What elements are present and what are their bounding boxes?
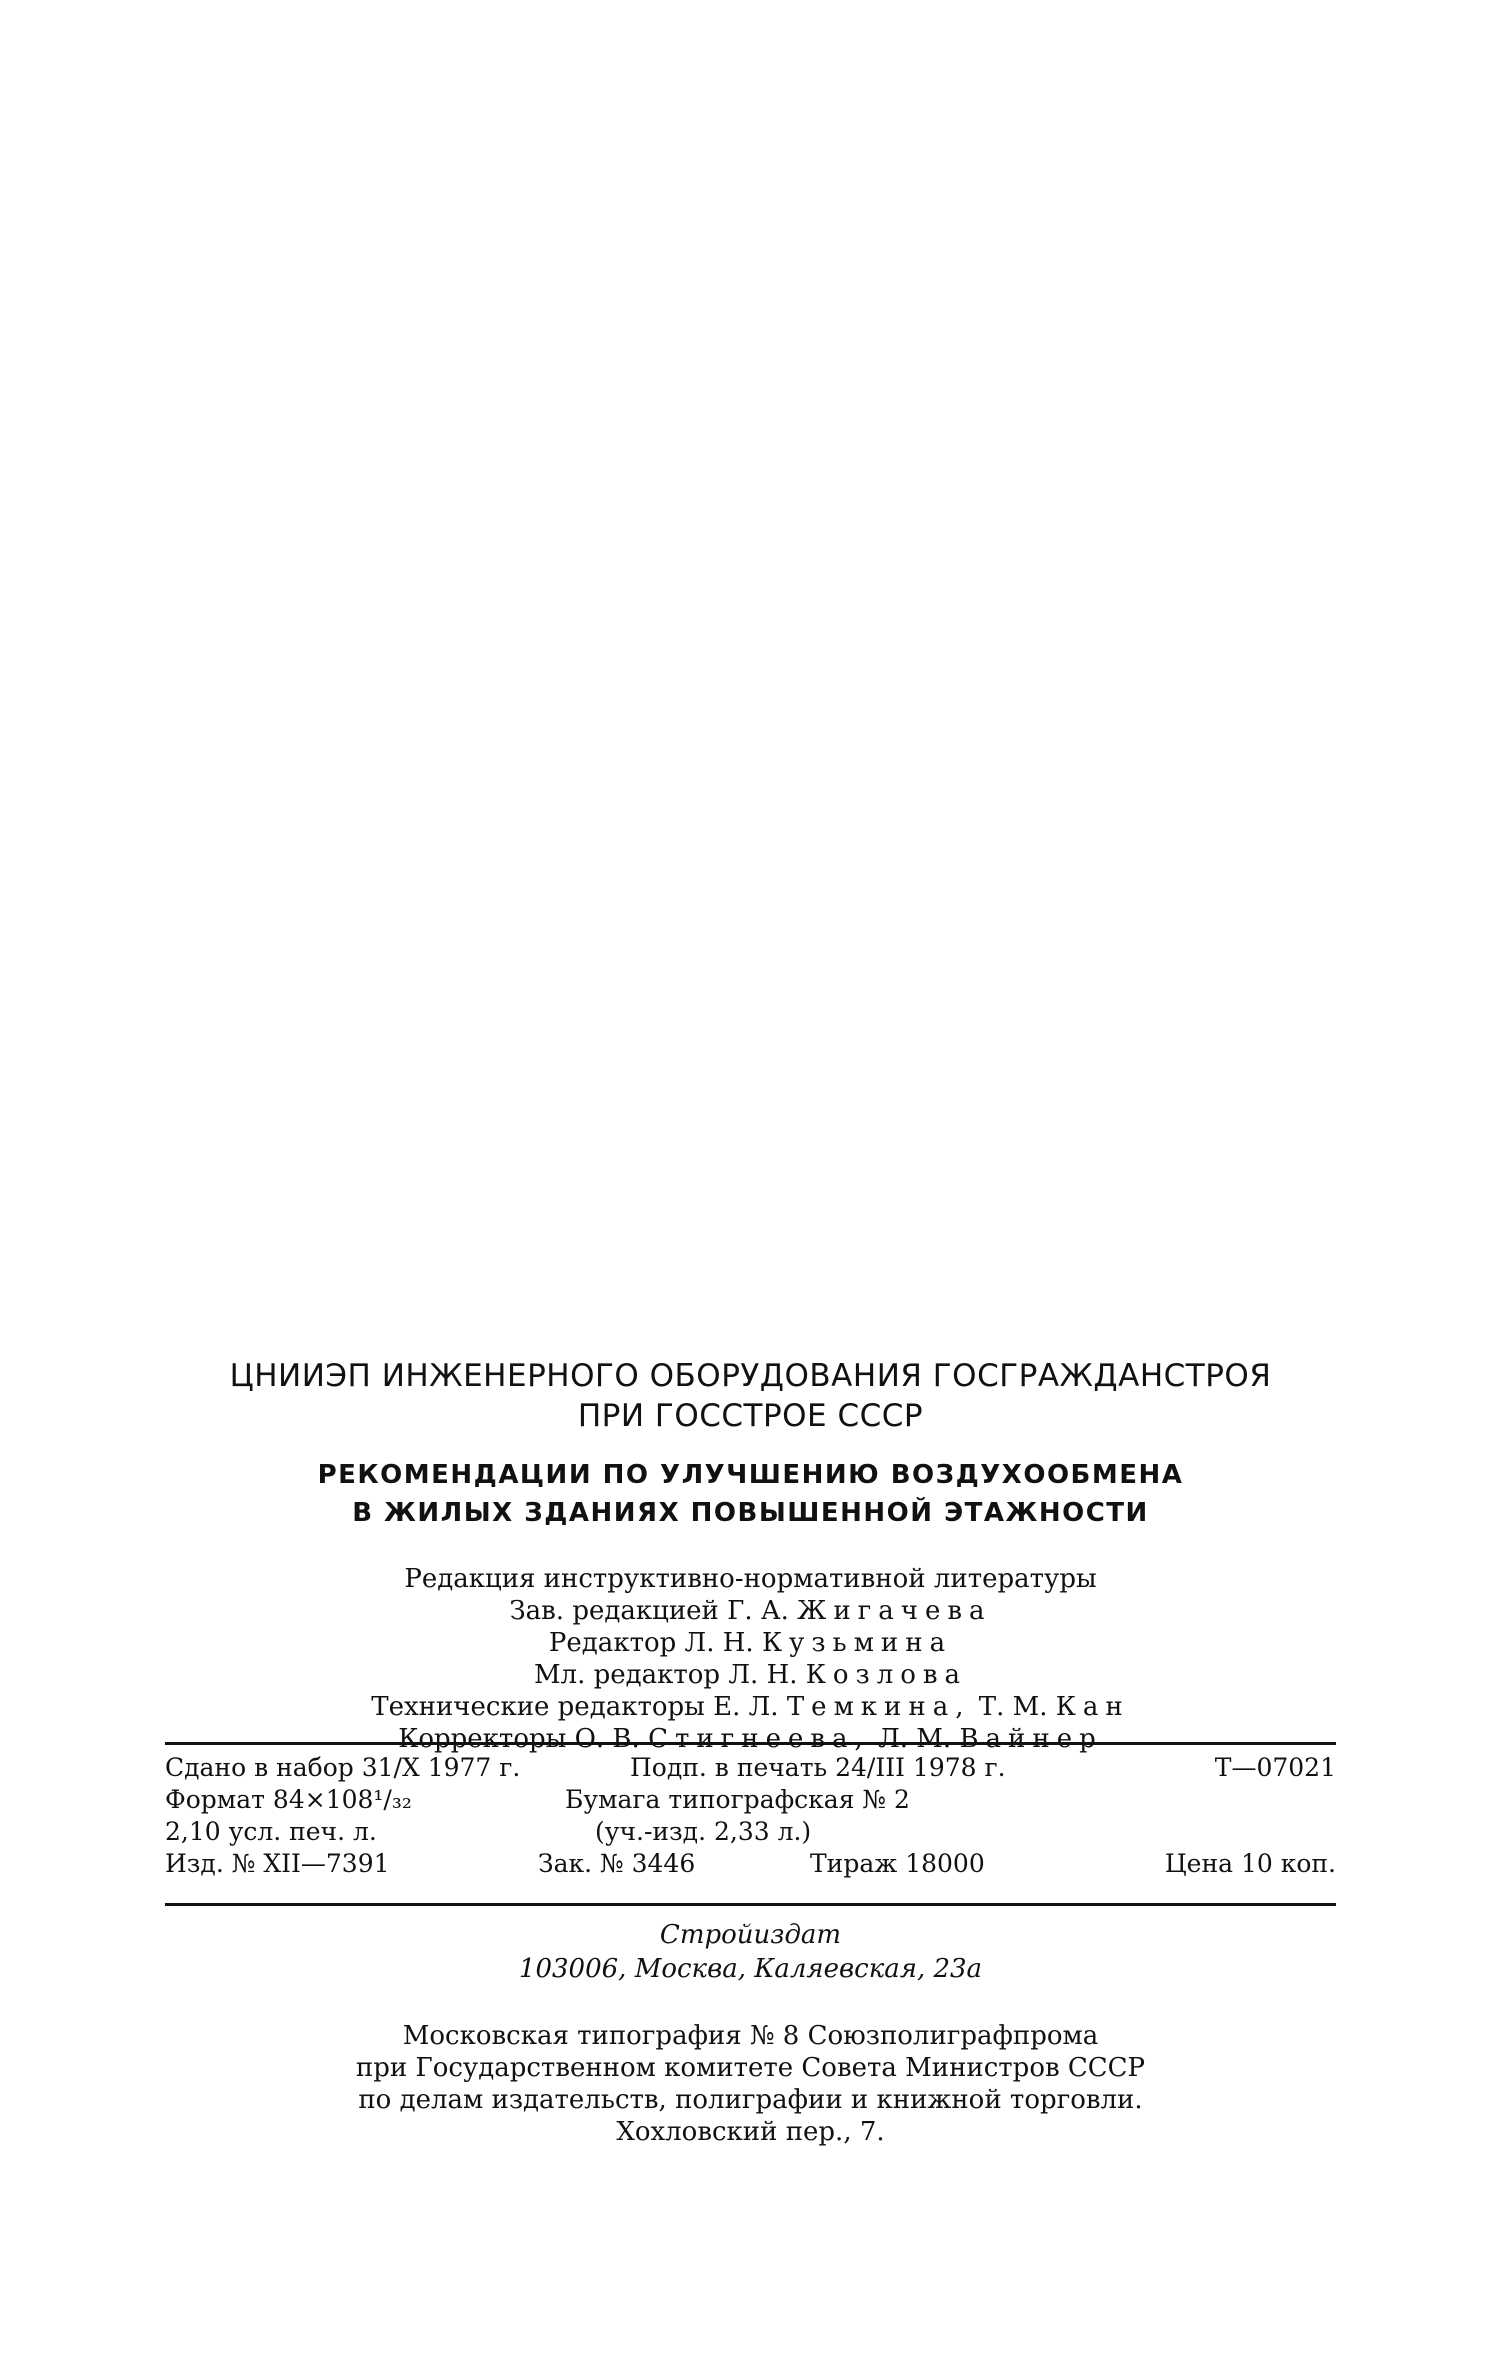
tech-editors-mid: Т. М. <box>978 1692 1048 1722</box>
organization-heading <box>0 1356 1501 1436</box>
tech-editors-role: Технические редакторы Е. Л. <box>371 1692 779 1722</box>
title-line-2: В ЖИЛЫХ ЗДАНИЯХ ПОВЫШЕННОЙ ЭТАЖНОСТИ <box>352 1498 1149 1528</box>
credits-tech-editors <box>0 1691 1501 1723</box>
imprint-run: Тираж 18000 <box>810 1849 985 1878</box>
publisher-block <box>0 1918 1501 1986</box>
organization-line-2: ПРИ ГОССТРОЕ СССР <box>577 1398 924 1434</box>
junior-editor-name: Козлова <box>805 1660 968 1690</box>
proofreader-1: Стигнеева, <box>648 1724 870 1754</box>
imprint-price: Цена 10 коп. <box>1164 1849 1336 1878</box>
imprint-row-3 <box>165 1816 1336 1848</box>
imprint-format: Формат 84×108¹/₃₂ <box>165 1785 412 1814</box>
imprint-order-no: Зак. № 3446 <box>538 1849 696 1878</box>
proofreader-2: Вайнер <box>959 1724 1103 1754</box>
publisher-name: Стройиздат <box>659 1920 842 1950</box>
head-name: Жигачева <box>797 1596 992 1626</box>
tech-editor-2: Кан <box>1055 1692 1130 1722</box>
imprint-bottom-rule <box>165 1903 1336 1906</box>
editorial-credits <box>0 1563 1501 1755</box>
title-line-1: РЕКОМЕНДАЦИИ ПО УЛУЧШЕНИЮ ВОЗДУХООБМЕНА <box>317 1460 1184 1490</box>
imprint-edition-no: Изд. № XII—7391 <box>165 1849 390 1878</box>
proofreaders-role: Корректоры О. В. <box>398 1724 640 1754</box>
imprint-typeset: Сдано в набор 31/X 1977 г. <box>165 1753 521 1782</box>
credits-junior-editor <box>0 1659 1501 1691</box>
imprint-paper: Бумага типографская № 2 <box>565 1785 910 1814</box>
imprint-print-sheets: 2,10 усл. печ. л. <box>165 1817 377 1846</box>
credits-proofreaders <box>0 1723 1501 1755</box>
printer-line-1: Московская типография № 8 Союзполиграфпрома <box>402 2021 1099 2051</box>
editor-name: Кузьмина <box>761 1628 953 1658</box>
printer-line-2: при Государственном комитете Совета Министров СССР <box>355 2053 1146 2083</box>
imprint-signed: Подп. в печать 24/III 1978 г. <box>630 1753 1006 1782</box>
printer-line-4: Хохловский пер., 7. <box>616 2117 885 2147</box>
printer-line-3: по делам издательств, полиграфии и книжной торговли. <box>358 2085 1143 2115</box>
credits-head-editor <box>0 1595 1501 1627</box>
organization-line-1: ЦНИИЭП ИНЖЕНЕРНОГО ОБОРУДОВАНИЯ ГОСГРАЖДАНСТРОЯ <box>229 1358 1272 1394</box>
printer-block <box>0 2020 1501 2148</box>
tech-editor-1: Темкина, <box>786 1692 971 1722</box>
junior-editor-role: Мл. редактор Л. Н. <box>533 1660 798 1690</box>
head-role: Зав. редакцией Г. А. <box>509 1596 789 1626</box>
credits-department: Редакция инструктивно-нормативной литературы <box>404 1564 1097 1594</box>
imprint-edition-sheets: (уч.-изд. 2,33 л.) <box>595 1817 812 1846</box>
imprint-code: Т—07021 <box>1214 1753 1336 1782</box>
imprint-block <box>165 1752 1336 1880</box>
credits-editor <box>0 1627 1501 1659</box>
publisher-address: 103006, Москва, Каляевская, 23а <box>518 1954 983 1984</box>
imprint-top-rule <box>165 1742 1336 1745</box>
imprint-row-2 <box>165 1784 1336 1816</box>
imprint-row-4 <box>165 1848 1336 1880</box>
imprint-row-1 <box>165 1752 1336 1784</box>
document-title <box>0 1456 1501 1532</box>
editor-role: Редактор Л. Н. <box>548 1628 754 1658</box>
proofreaders-mid: Л. М. <box>878 1724 952 1754</box>
